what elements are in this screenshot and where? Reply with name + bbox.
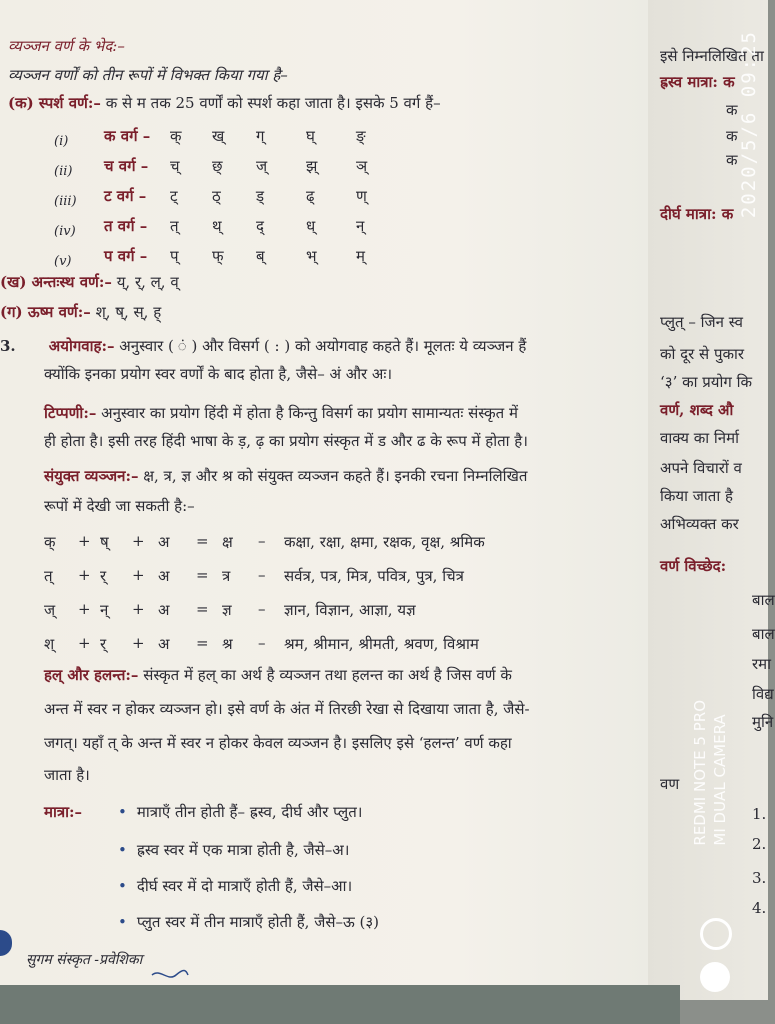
right-page-line: वाक्य का निर्मा — [660, 429, 739, 447]
right-page-line: वर्ण, शब्द औ — [660, 401, 734, 419]
varga-number: (ii) — [54, 164, 73, 179]
varga-letter: ञ् — [356, 157, 368, 175]
varga-name: त वर्ग – — [104, 217, 148, 235]
flourish-ornament — [150, 968, 190, 982]
page-number-badge — [0, 930, 12, 956]
row-result: त्र — [222, 567, 231, 585]
matra-bullet-text: प्लुत स्वर में तीन मात्राएँ होती हैं, जैसे–ऊ (३) — [136, 913, 380, 931]
sanyukt-label: संयुक्त व्यञ्जन:– — [44, 467, 139, 485]
varga-letter: ग् — [256, 127, 265, 145]
varga-name: च वर्ग – — [104, 157, 149, 175]
varga-letter: न् — [356, 217, 365, 235]
tippani-text2: ही होता है। इसी तरह हिंदी भाषा के ड़, ढ़ का प्रयोग संस्कृत में ड और ढ के रूप में होता है। — [44, 432, 528, 450]
varga-letter: क् — [170, 127, 182, 145]
ayogvah-text1: अनुस्वार ( ं ) और विसर्ग ( : ) को अयोगवाह कहते हैं। मूलतः ये व्यञ्जन हैं — [119, 337, 527, 355]
sparsh-label: (क) स्पर्श वर्ण:– — [8, 94, 101, 112]
varga-letter: ज् — [256, 157, 268, 175]
hal-text1: संस्कृत में हल् का अर्थ है व्यञ्जन तथा हलन्त का अर्थ है जिस वर्ण के — [143, 666, 512, 684]
equals-sign: = — [196, 634, 209, 652]
matra-bullet-text: मात्राएँ तीन होती हैं– ह्रस्व, दीर्घ और प्लुत। — [136, 803, 363, 821]
sparsh-text: क से म तक 25 वर्णों को स्पर्श कहा जाता है। इसके 5 वर्ग हैं– — [105, 94, 441, 112]
hal-text3: जगत्। यहाँ त् के अन्त में स्वर न होकर केवल व्यञ्जन है। इसलिए इसे ‘हलन्त’ वर्ण कहा — [44, 734, 512, 752]
row-examples: ज्ञान, विज्ञान, आज्ञा, यज्ञ — [284, 601, 416, 619]
bullet-icon: • — [118, 803, 127, 821]
section-heading: व्यञ्जन वर्ण के भेद:– — [8, 37, 125, 55]
row-examples: श्रम, श्रीमान, श्रीमती, श्रवण, विश्राम — [284, 635, 479, 653]
varga-letter: ब् — [256, 247, 265, 265]
intro-line: व्यञ्जन वर्णों को तीन रूपों में विभक्त किया गया है– — [8, 66, 288, 84]
varga-letter: छ् — [212, 157, 223, 175]
varga-letter: ङ् — [356, 127, 366, 145]
right-page-line: को दूर से पुकार — [660, 345, 745, 363]
row-part-c: अ — [158, 635, 170, 653]
right-page-line: ‘३’ का प्रयोग कि — [660, 373, 753, 391]
hal-label: हल् और हलन्त:– — [44, 666, 139, 684]
varga-letter: च् — [170, 157, 180, 175]
right-page-line: 1. — [752, 805, 767, 823]
right-page-line: किया जाता है — [660, 487, 733, 505]
right-page-line: रमा — [752, 655, 771, 673]
row-part-b: न् — [100, 601, 109, 619]
sanyukt-line1 — [44, 466, 527, 486]
camera-watermark-line1: REDMI NOTE 5 PRO — [691, 700, 709, 846]
varga-letter: त् — [170, 217, 179, 235]
ayogvah-text2: क्योंकि इनका प्रयोग स्वर वर्णों के बाद होता है, जैसे– अं और अः। — [44, 365, 393, 383]
row-part-a: त् — [44, 567, 53, 585]
background-surface — [0, 985, 680, 1024]
row-result: श्र — [222, 635, 233, 653]
right-page-line: 4. — [752, 899, 767, 917]
row-part-a: ज् — [44, 601, 56, 619]
varga-letter: ध् — [306, 217, 316, 235]
matra-label: मात्रा:– — [44, 803, 83, 821]
row-part-b: र् — [100, 567, 107, 585]
antahstha-label: (ख) अन्तःस्थ वर्ण:– — [0, 273, 112, 291]
plus-sign: + — [78, 600, 91, 618]
varga-number: (iii) — [54, 194, 77, 209]
camera-dot-icon — [700, 962, 730, 992]
tippani-text1: अनुस्वार का प्रयोग हिंदी में होता है किन्तु विसर्ग का प्रयोग सामान्यतः संस्कृत में — [101, 404, 518, 422]
right-page-line: अभिव्यक्त कर — [660, 515, 739, 533]
row-part-b: ष् — [100, 533, 109, 551]
hal-line1 — [44, 665, 512, 685]
varga-name: प वर्ग – — [104, 247, 148, 265]
varga-row — [0, 216, 420, 238]
camera-ring-icon — [700, 918, 732, 950]
dash-sign: – — [258, 532, 266, 550]
matra-bullet — [118, 840, 349, 860]
varga-row — [0, 156, 420, 178]
varga-letter: घ् — [306, 127, 315, 145]
varga-letter: ढ् — [306, 187, 315, 205]
right-page-line: मुनि — [752, 713, 774, 731]
photo-timestamp: 2020/5/6 09:25 — [738, 30, 760, 219]
right-page-line: क — [726, 127, 738, 145]
varga-row — [0, 246, 420, 268]
ushma-label: (ग) ऊष्म वर्ण:– — [0, 303, 91, 321]
camera-watermark — [690, 700, 730, 846]
antahstha-text: य्, र्, ल्, व् — [116, 273, 179, 291]
matra-bullet — [118, 912, 379, 932]
tippani-label: टिप्पणी:– — [44, 404, 97, 422]
right-page-line: 3. — [752, 869, 767, 887]
varga-letter: झ् — [306, 157, 318, 175]
matra-bullet-text: दीर्घ स्वर में दो मात्राएँ होती हैं, जैसे–आ। — [136, 877, 353, 895]
matra-bullet — [118, 802, 362, 822]
hal-text2: अन्त में स्वर न होकर व्यञ्जन हो। इसे वर्ण के अंत में तिरछी रेखा से दिखाया जाता है, जैसे- — [44, 700, 530, 718]
row-part-a: श् — [44, 635, 55, 653]
sparsh-line — [8, 93, 441, 113]
right-page-line: इसे निम्नलिखित ता — [660, 47, 764, 65]
varga-letter: फ् — [212, 247, 224, 265]
tippani-line1 — [44, 403, 518, 423]
plus-sign: + — [78, 566, 91, 584]
row-part-c: अ — [158, 533, 170, 551]
varga-letter: थ् — [212, 217, 222, 235]
right-page-line: क — [726, 101, 738, 119]
row-result: ज्ञ — [222, 601, 232, 619]
row-part-c: अ — [158, 567, 170, 585]
bullet-icon: • — [118, 841, 127, 859]
equals-sign: = — [196, 566, 209, 584]
camera-watermark-line2: MI DUAL CAMERA — [711, 714, 729, 846]
dash-sign: – — [258, 566, 266, 584]
varga-letter: प् — [170, 247, 179, 265]
sanyukt-text2: रूपों में देखी जा सकती है:– — [44, 497, 195, 515]
right-page-line: क — [726, 151, 738, 169]
varga-row — [0, 186, 420, 208]
right-page-line: बाल — [752, 625, 775, 643]
dash-sign: – — [258, 600, 266, 618]
ayogvah-label: अयोगवाह:– — [48, 337, 115, 355]
sanyukt-row — [0, 532, 600, 554]
row-part-b: र् — [100, 635, 107, 653]
right-page-line: दीर्घ मात्रा: क — [660, 205, 734, 223]
ushma-line — [0, 302, 161, 322]
matra-bullet — [118, 876, 352, 896]
equals-sign: = — [196, 600, 209, 618]
varga-letter: ण् — [356, 187, 367, 205]
row-examples: सर्वत्र, पत्र, मित्र, पवित्र, पुत्र, चित्र — [284, 567, 464, 585]
right-page-line: 2. — [752, 835, 767, 853]
right-page-line: विद्य — [752, 685, 774, 703]
plus-sign: + — [78, 532, 91, 550]
matra-bullet-text: ह्रस्व स्वर में एक मात्रा होती है, जैसे–अ। — [136, 841, 350, 859]
bullet-icon: • — [118, 877, 127, 895]
plus-sign: + — [132, 566, 145, 584]
right-page-line: अपने विचारों व — [660, 459, 742, 477]
right-page-line: वण — [660, 775, 680, 793]
varga-number: (iv) — [54, 224, 76, 239]
right-page-line: वर्ण विच्छेद: — [660, 557, 727, 575]
equals-sign: = — [196, 532, 209, 550]
sanyukt-row — [0, 634, 600, 656]
sanyukt-row — [0, 566, 600, 588]
right-page-line: ह्रस्व मात्रा: क — [660, 73, 735, 91]
row-examples: कक्षा, रक्षा, क्षमा, रक्षक, वृक्ष, श्रमिक — [284, 533, 485, 551]
dash-sign: – — [258, 634, 266, 652]
varga-letter: ख् — [212, 127, 225, 145]
varga-letter: म् — [356, 247, 365, 265]
antahstha-line — [0, 272, 179, 292]
varga-name: ट वर्ग – — [104, 187, 147, 205]
ayogvah-line1 — [0, 336, 526, 356]
plus-sign: + — [132, 600, 145, 618]
varga-number: (v) — [54, 254, 72, 269]
varga-row — [0, 126, 420, 148]
ushma-text: श्, ष्, स्, ह् — [95, 303, 162, 321]
sanyukt-text1: क्ष, त्र, ज्ञ और श्र को संयुक्त व्यञ्जन कहते हैं। इनकी रचना निम्नलिखित — [143, 467, 528, 485]
varga-letter: ट् — [170, 187, 178, 205]
footer-book-title: सुगम संस्कृत -प्रवेशिका — [26, 952, 143, 968]
plus-sign: + — [132, 532, 145, 550]
varga-letter: भ् — [306, 247, 317, 265]
hal-text4: जाता है। — [44, 766, 90, 784]
varga-letter: द् — [256, 217, 264, 235]
right-page-line: बाल — [752, 591, 775, 609]
ayogvah-number: 3. — [0, 337, 16, 355]
sanyukt-row — [0, 600, 600, 622]
row-part-c: अ — [158, 601, 170, 619]
varga-letter: ड् — [256, 187, 265, 205]
varga-name: क वर्ग – — [104, 127, 151, 145]
row-result: क्ष — [222, 533, 233, 551]
plus-sign: + — [132, 634, 145, 652]
plus-sign: + — [78, 634, 91, 652]
right-page-line: प्लुत् – जिन स्व — [660, 313, 743, 331]
varga-number: (i) — [54, 134, 69, 149]
row-part-a: क् — [44, 533, 56, 551]
varga-letter: ठ् — [212, 187, 221, 205]
bullet-icon: • — [118, 913, 127, 931]
